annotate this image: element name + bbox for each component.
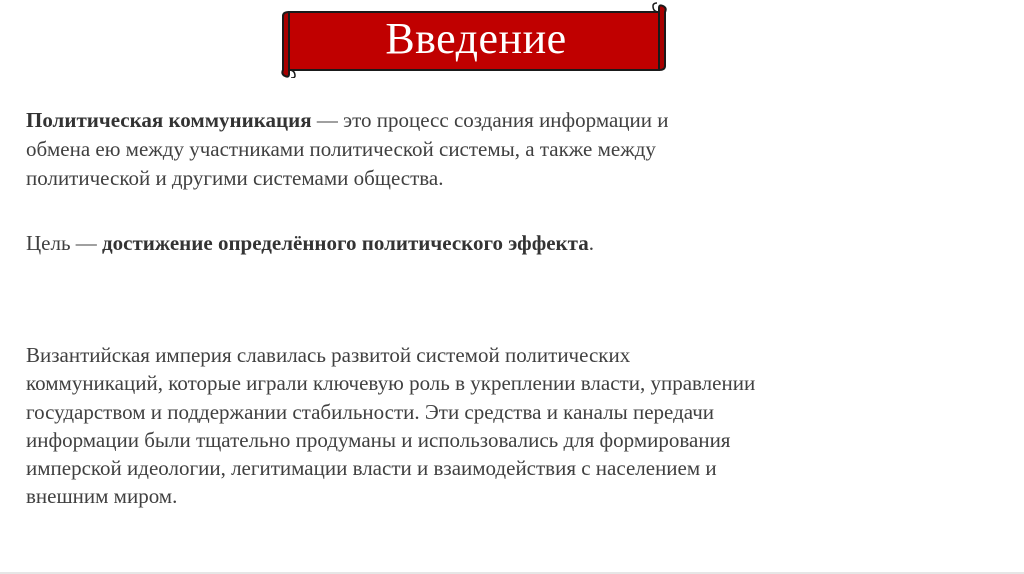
goal-suffix: . [588, 231, 594, 255]
byzantium-paragraph: Византийская империя славилась развитой системой политических коммуникаций, которые играли ключевую роль в укреплении власти, управлении государством и поддержании стабильности. Эти средства и каналы передачи информации были тщательно продуманы и использовались для формирования имперской идеологии, легитимации власти и взаимодействия с населением и внешним миром. [26, 343, 756, 509]
definition-paragraph [26, 106, 706, 193]
goal-emphasis: достижение определённого политического эффекта [102, 231, 589, 255]
title-banner [279, 2, 669, 78]
slide-title: Введение [385, 14, 567, 63]
goal-prefix: Цель — [26, 231, 103, 255]
definition-term: Политическая коммуникация [26, 108, 312, 132]
definition-text: — это процесс создания информации и обмена ею между участниками политической системы, а также между политической и другими системами общества. [26, 108, 669, 190]
goal-paragraph [26, 229, 766, 258]
